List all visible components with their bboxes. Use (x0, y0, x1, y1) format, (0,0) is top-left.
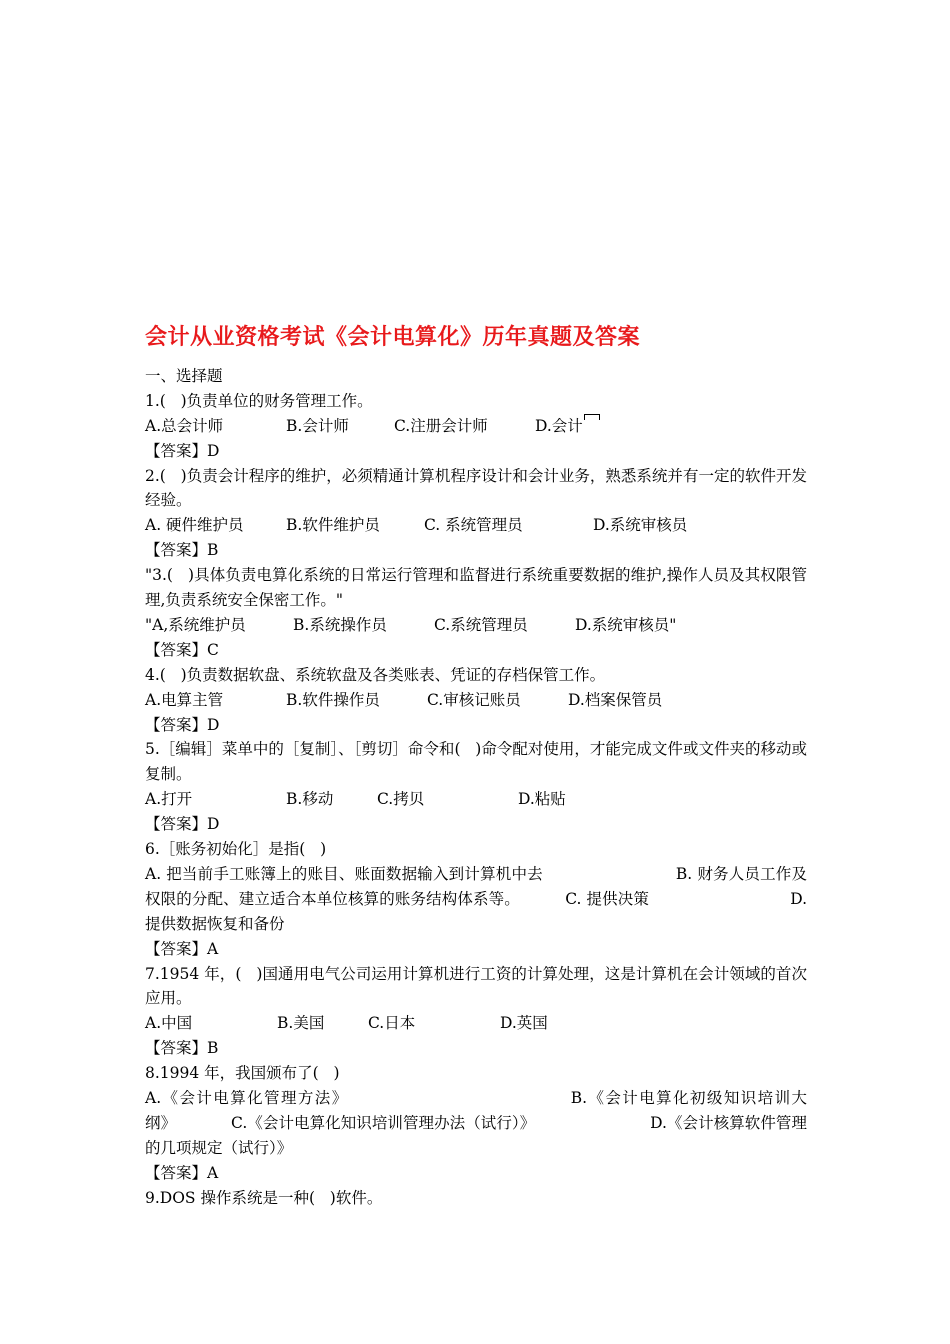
option-d-text: D.会计 (535, 416, 583, 435)
question-stem: 8.1994 年，我国颁布了( ) (145, 1064, 340, 1083)
answer: 【答案】B (145, 541, 219, 560)
answer: 【答案】D (145, 815, 220, 834)
option-c: C.注册会计师 (394, 416, 488, 435)
answer: 【答案】C (145, 640, 219, 659)
answer: 【答案】A (145, 1163, 219, 1182)
question-stem: 2.( )负责会计程序的维护，必须精通计算机程序设计和会计业务，熟悉系统并有一定的软件开发经验。 (145, 466, 807, 510)
option-c: C.日本 (368, 1014, 416, 1033)
question-stem: 7.1954 年，( )国通用电气公司运用计算机进行工资的计算处理，这是计算机在会计领域的首次应用。 (145, 964, 807, 1008)
options-row (145, 513, 807, 538)
options-row (145, 613, 807, 638)
section-heading: 一、选择题 (145, 367, 223, 385)
question-stem: "3.( )具体负责电算化系统的日常运行管理和监督进行系统重要数据的维护,操作人员及其权限管理,负责系统安全保密工作。" (145, 566, 807, 610)
option-a: A.电算主管 (145, 690, 224, 709)
answer: 【答案】D (145, 715, 220, 734)
option-b: B.会计师 (286, 416, 349, 435)
question-stem: 6.［账务初始化］是指( ) (145, 840, 327, 859)
option-c: C.系统管理员 (434, 615, 528, 634)
option-b: B.软件操作员 (286, 690, 380, 709)
question-stem: 9.DOS 操作系统是一种( )软件。 (145, 1188, 383, 1207)
option-d (535, 414, 583, 439)
option-d: D.粘贴 (518, 790, 566, 809)
option-a: A.总会计师 (145, 416, 224, 435)
option-d: D.英国 (500, 1014, 548, 1033)
options-row (145, 1011, 807, 1036)
option-c: C. 系统管理员 (424, 516, 523, 535)
option-b: B.美国 (277, 1014, 325, 1033)
options-row (145, 414, 807, 439)
options-paragraph: A. 把当前手工账簿上的账目、账面数据输入到计算机中去 B. 财务人员工作及权限的分配、建立适合本单位核算的账务结构体系等。 C. 提供决策 D. 提供数据恢复和备份 (145, 864, 807, 933)
option-d: D.档案保管员 (568, 690, 663, 709)
document-title: 会计从业资格考试《会计电算化》历年真题及答案 (145, 324, 641, 350)
option-a: A.中国 (145, 1014, 193, 1033)
options-row (145, 787, 807, 812)
option-d: D.系统审核员 (593, 516, 688, 535)
answer: 【答案】A (145, 939, 219, 958)
option-c: C.拷贝 (377, 790, 425, 809)
option-c: C.审核记账员 (427, 690, 521, 709)
answer: 【答案】B (145, 1039, 219, 1058)
option-b: B.移动 (286, 790, 334, 809)
question-stem: 4.( )负责数据软盘、系统软盘及各类账表、凭证的存档保管工作。 (145, 665, 606, 684)
answer: 【答案】D (145, 441, 220, 460)
option-b: B.软件维护员 (286, 516, 380, 535)
option-a: A.打开 (145, 790, 193, 809)
option-d: D.系统审核员" (575, 615, 677, 634)
options-row (145, 688, 807, 713)
question-stem: 5.［编辑］菜单中的［复制］、［剪切］命令和( )命令配对使用，才能完成文件或文件夹的移动或复制。 (145, 740, 807, 784)
option-a: A. 硬件维护员 (145, 516, 244, 535)
option-a: "A,系统维护员 (145, 615, 246, 634)
options-paragraph: A.《会计电算化管理方法》 B.《会计电算化初级知识培训大纲》 C.《会计电算化知识培训管理办法（试行）》 D.《会计核算软件管理的几项规定（试行）》 (145, 1089, 807, 1157)
text-cursor-icon (584, 414, 600, 420)
question-stem: 1.( )负责单位的财务管理工作。 (145, 391, 373, 410)
option-b: B.系统操作员 (293, 615, 387, 634)
document-body (145, 364, 807, 1211)
